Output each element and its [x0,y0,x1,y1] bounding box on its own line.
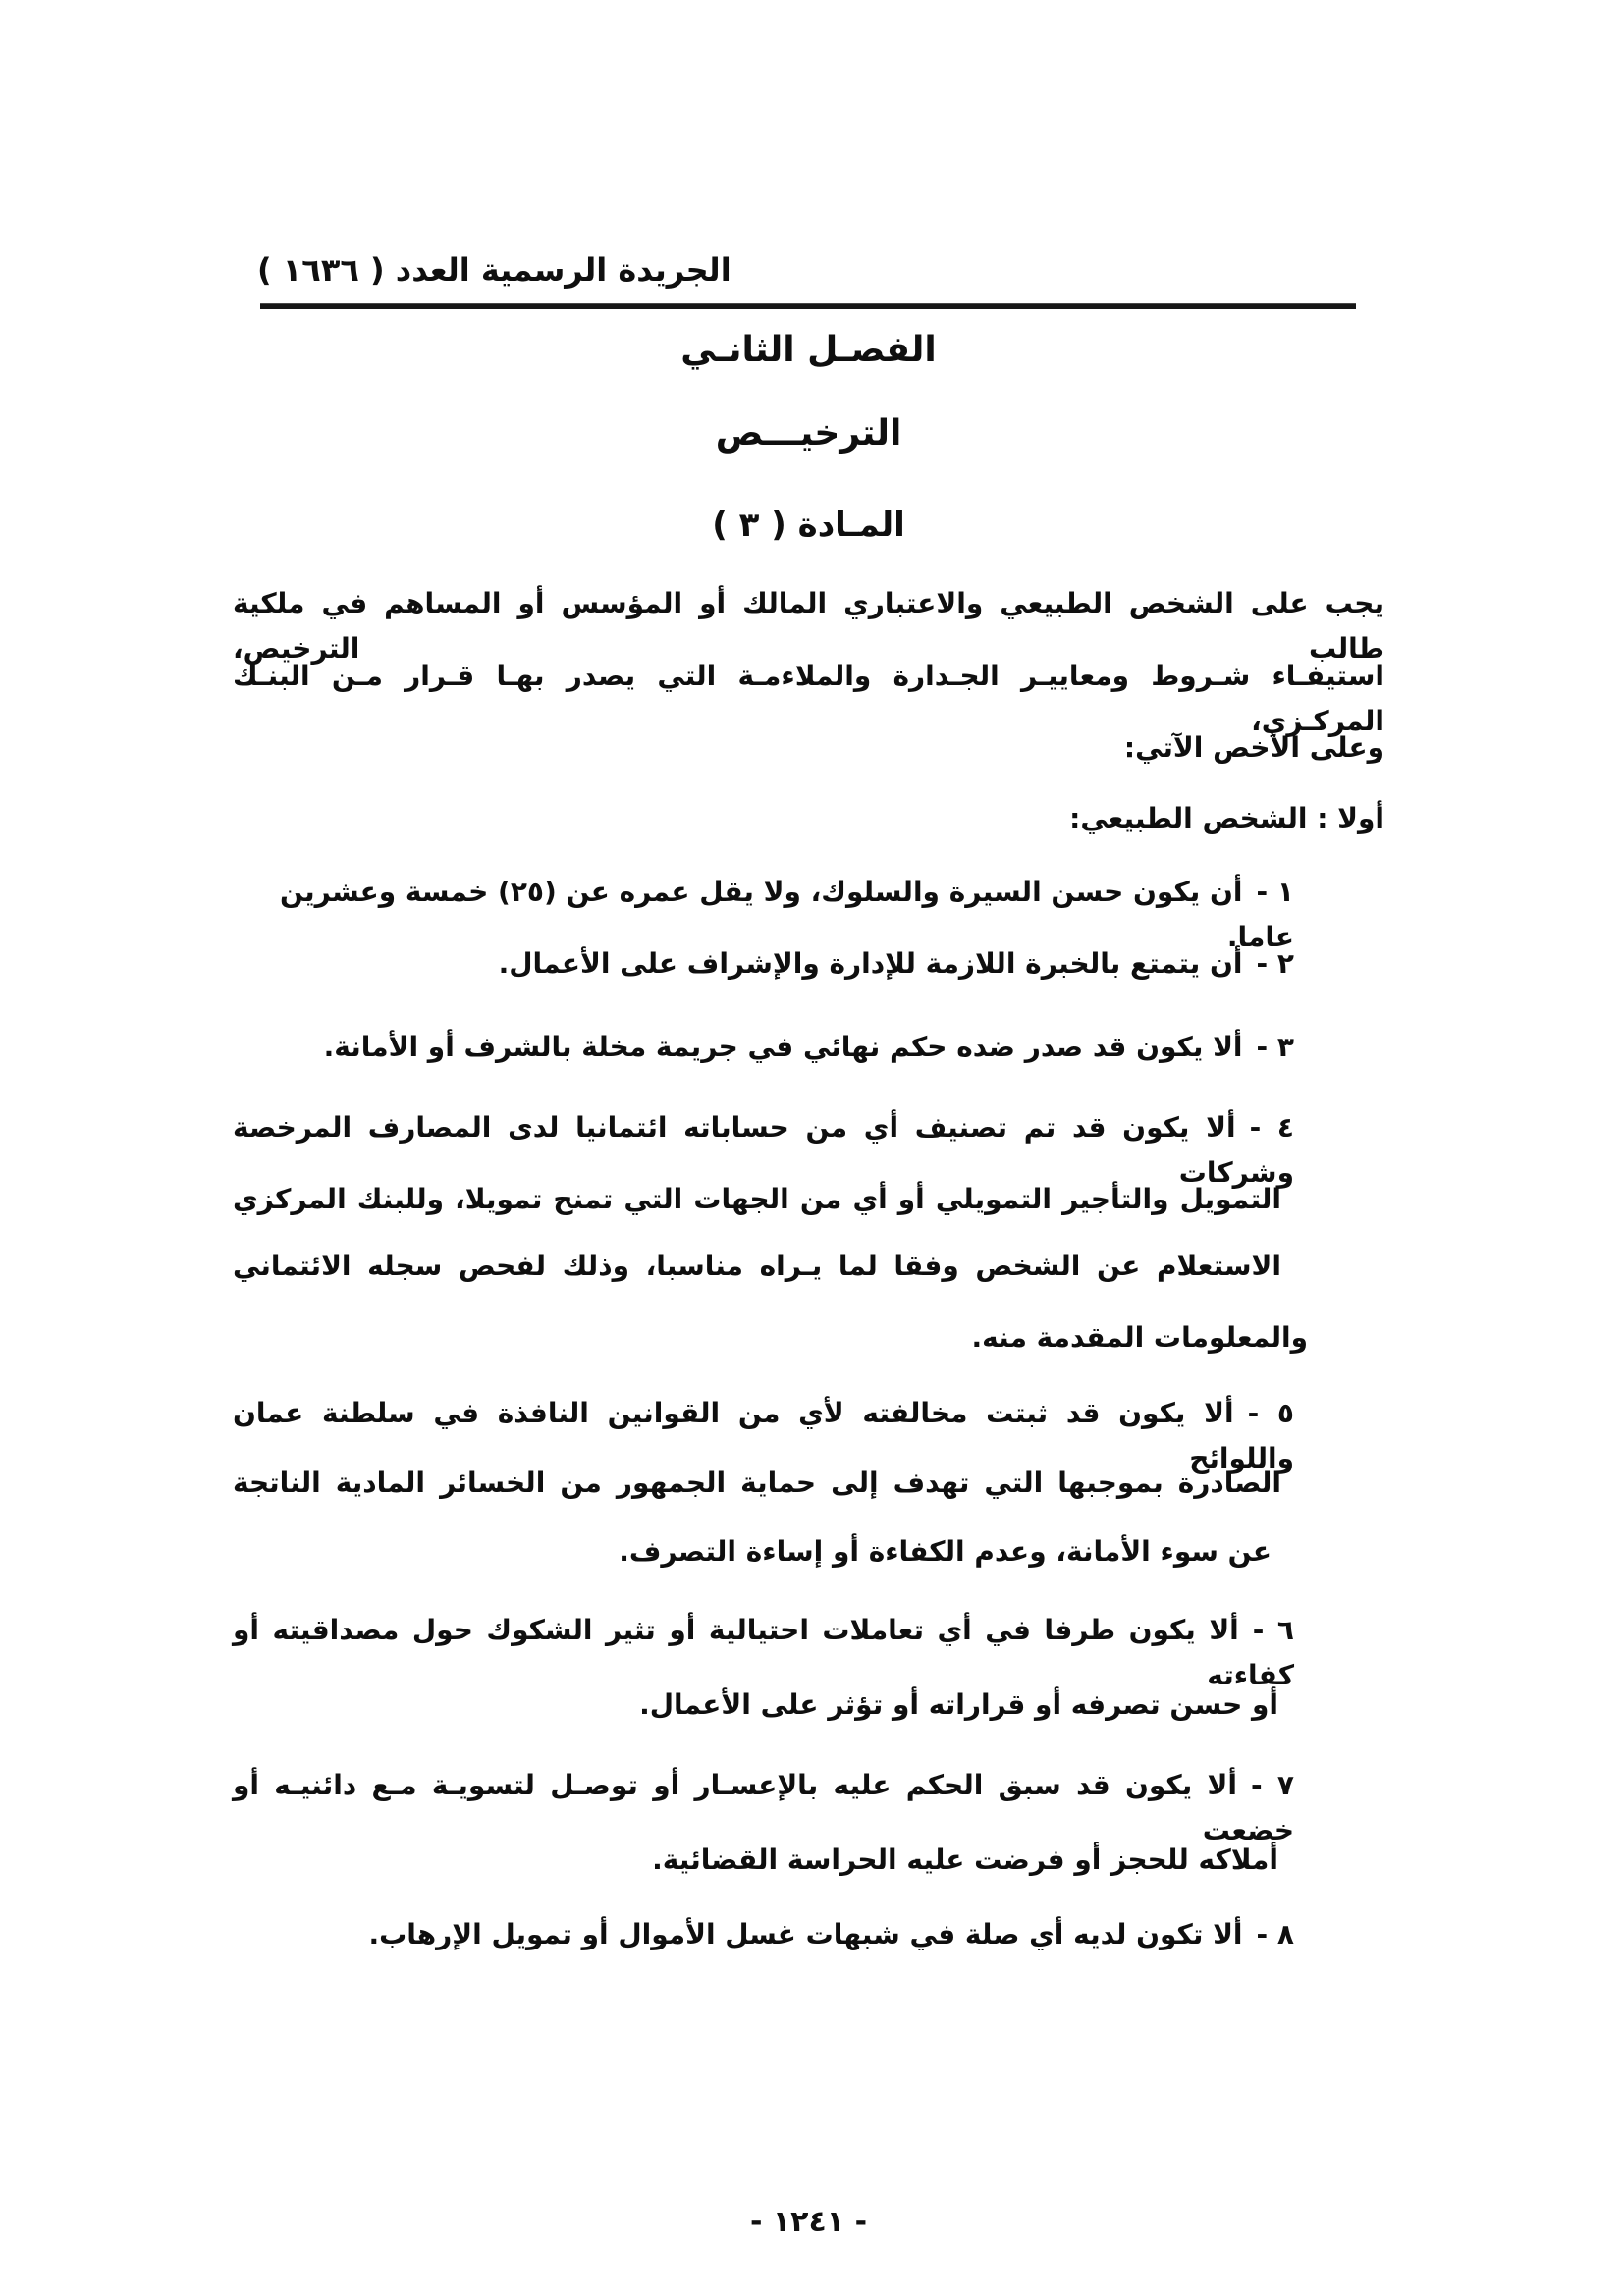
intro-line-3: وعلى الأخص الآتي: [1123,731,1384,764]
list-item-3 [233,1025,1384,1070]
article-title: المـادة ( ٣ ) [712,506,905,545]
list-item-8 [233,1912,1384,1957]
list-item-5-line-3: عن سوء الأمانة، وعدم الكفاءة أو إساءة التصرف. [619,1535,1272,1568]
page-number: - ١٢٤١ - [749,2205,868,2239]
item-4-number: ٤ - [1249,1111,1294,1144]
header-rule [260,303,1356,309]
item-5-text: ألا يكون قد ثبتت مخالفته لأي من القوانين النافذة في سلطنة عمان واللوائح [233,1397,1294,1474]
chapter-title: الفصـل الثانـي [680,330,937,370]
gazette-issue-header: الجريدة الرسمية العدد ( ١٦٣٦ ) [257,251,731,289]
item-4-text: ألا يكون قد تم تصنيف أي من حساباته ائتمانيا لدى المصارف المرخصة وشركات [233,1111,1294,1189]
list-item-4-line-2: التمويل والتأجير التمويلي أو أي من الجهات التي تمنح تمويلا، وللبنك المركزي [233,1183,1281,1215]
intro-line-2: استيفـاء شـروط ومعاييـر الجـدارة والملاءمـة التي يصدر بهـا قـرار مـن البنـك المركـزي، [233,660,1384,737]
section-title: الترخيـــص [715,413,902,454]
item-7-text: ألا يكون قد سبق الحكم عليه بالإعسـار أو توصـل لتسويـة مـع دائنيـه أو خضعت [233,1769,1294,1846]
item-1-text: أن يكون حسن السيرة والسلوك، ولا يقل عمره عن (٢٥) خمسة وعشرين عاما. [279,876,1294,953]
intro-line-1: يجب على الشخص الطبيعي والاعتباري المالك أو المؤسس أو المساهم في ملكية طالب الترخيص، [233,587,1384,665]
list-item-7-line-2: أملاكه للحجز أو فرضت عليه الحراسة القضائية. [652,1843,1278,1876]
item-6-text: ألا يكون طرفا في أي تعاملات احتيالية أو تثير الشكوك حول مصداقيته أو كفاءته [233,1614,1294,1691]
item-3-text: ألا يكون قد صدر ضده حكم نهائي في جريمة مخلة بالشرف أو الأمانة. [323,1031,1243,1063]
item-7-number: ٧ - [1250,1769,1294,1801]
list-item-5-line-2: الصادرة بموجبها التي تهدف إلى حماية الجمهور من الخسائر المادية الناتجة [233,1467,1281,1499]
list-item-2 [233,941,1384,987]
item-8-text: ألا تكون لديه أي صلة في شبهات غسل الأموال أو تمويل الإرهاب. [368,1918,1243,1950]
item-1-number: ١ - [1256,876,1294,908]
item-2-number: ٢ - [1256,947,1294,980]
list-item-4-line-3: الاستعلام عن الشخص وفقا لما يـراه مناسبا، وذلك لفحص سجله الائتماني [233,1250,1281,1282]
item-8-number: ٨ - [1256,1918,1294,1950]
list-item-6-line-2: أو حسن تصرفه أو قراراته أو تؤثر على الأعمال. [639,1688,1278,1721]
list-item-4-line-4: والمعلومات المقدمة منه. [971,1321,1308,1354]
item-3-number: ٣ - [1256,1031,1294,1063]
item-2-text: أن يتمتع بالخبرة اللازمة للإدارة والإشراف على الأعمال. [498,947,1243,980]
item-6-number: ٦ - [1252,1614,1295,1646]
first-section-heading: أولا : الشخص الطبيعي: [1069,802,1384,834]
item-5-number: ٥ - [1247,1397,1294,1429]
